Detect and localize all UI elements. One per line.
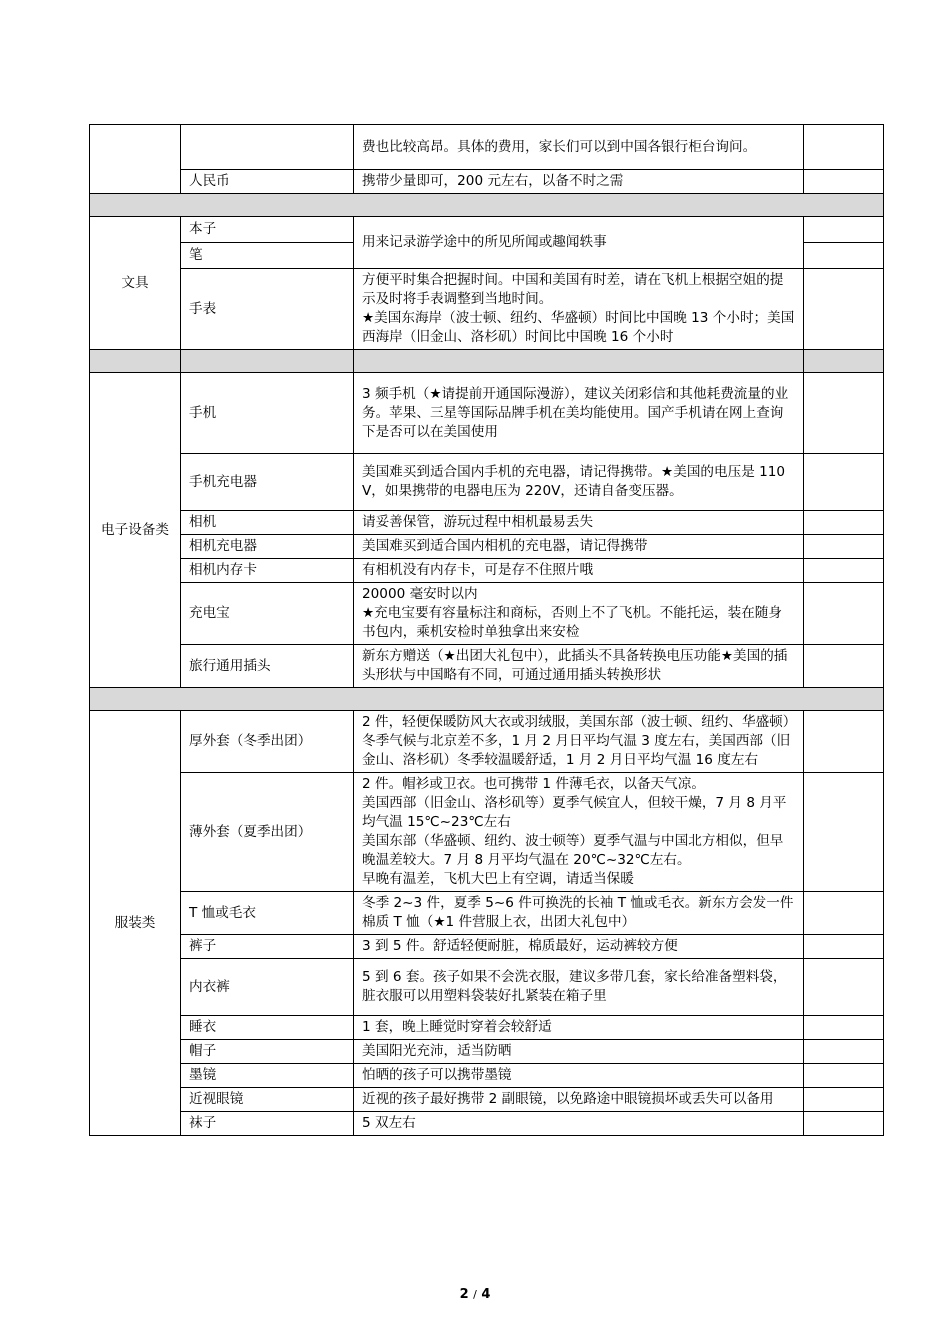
note-cell: 美国难买到适合国内相机的充电器，请记得携带 xyxy=(354,535,804,559)
item-cell: 薄外套（夏季出团） xyxy=(181,773,354,892)
note-cell: 冬季 2~3 件，夏季 5~6 件可换洗的长袖 T 恤或毛衣。新东方会发一件棉质 T 恤（★1 件营服上衣，出团大礼包中） xyxy=(354,892,804,935)
item-cell: 睡衣 xyxy=(181,1016,354,1040)
table-row xyxy=(90,170,884,194)
check-cell xyxy=(804,373,884,454)
check-cell xyxy=(804,511,884,535)
table-row xyxy=(90,935,884,959)
note-cell: 3 频手机（★请提前开通国际漫游），建议关闭彩信和其他耗费流量的业务。苹果、三星等国际品牌手机在美均能使用。国产手机请在网上查询下是否可以在美国使用 xyxy=(354,373,804,454)
item-cell: 内衣裤 xyxy=(181,959,354,1016)
note-cell: 美国阳光充沛，适当防晒 xyxy=(354,1040,804,1064)
item-cell: 手机充电器 xyxy=(181,454,354,511)
item-cell: 相机充电器 xyxy=(181,535,354,559)
check-cell xyxy=(804,269,884,350)
item-cell: 裤子 xyxy=(181,935,354,959)
note-cell: 怕晒的孩子可以携带墨镜 xyxy=(354,1064,804,1088)
item-cell: 旅行通用插头 xyxy=(181,645,354,688)
check-cell xyxy=(804,1112,884,1136)
item-cell: 笔 xyxy=(181,243,354,269)
note-line: 美国西部（旧金山、洛杉矶等）夏季气候宜人，但较干燥，7 月 8 月平均气温 15℃~23℃左右 xyxy=(362,795,787,830)
table-row xyxy=(90,1064,884,1088)
note-cell: 新东方赠送（★出团大礼包中），此插头不具备转换电压功能★美国的插头形状与中国略有不同，可通过通用插头转换形状 xyxy=(354,645,804,688)
note-cell: 请妥善保管，游玩过程中相机最易丢失 xyxy=(354,511,804,535)
item-cell: 人民币 xyxy=(181,170,354,194)
note-line: 方便平时集合把握时间。中国和美国有时差，请在飞机上根据空姐的提示及时将手表调整到当地时间。 xyxy=(362,272,784,307)
note-line: ★充电宝要有容量标注和商标，否则上不了飞机。不能托运，装在随身书包内，乘机安检时单独拿出来安检 xyxy=(362,605,782,640)
note-cell: 费也比较高昂。具体的费用，家长们可以到中国各银行柜台询问。 xyxy=(354,125,804,170)
item-cell: 厚外套（冬季出团） xyxy=(181,711,354,773)
page-separator: / xyxy=(473,1288,477,1301)
note-cell: 携带少量即可，200 元左右，以备不时之需 xyxy=(354,170,804,194)
note-cell: 5 到 6 套。孩子如果不会洗衣服，建议多带几套，家长给准备塑料袋，脏衣服可以用塑料袋装好扎紧装在箱子里 xyxy=(354,959,804,1016)
category-cell xyxy=(90,125,181,194)
check-cell xyxy=(804,1016,884,1040)
note-line: 20000 毫安时以内 xyxy=(362,586,478,602)
item-cell: 相机 xyxy=(181,511,354,535)
table-row xyxy=(90,645,884,688)
note-cell xyxy=(354,269,804,350)
check-cell xyxy=(804,773,884,892)
table-row xyxy=(90,1088,884,1112)
section-divider xyxy=(90,194,884,217)
note-cell: 用来记录游学途中的所见所闻或趣闻轶事 xyxy=(354,217,804,269)
section-divider xyxy=(90,350,181,373)
table-row xyxy=(90,959,884,1016)
note-cell: 近视的孩子最好携带 2 副眼镜，以免路途中眼镜损坏或丢失可以备用 xyxy=(354,1088,804,1112)
item-cell: 帽子 xyxy=(181,1040,354,1064)
section-divider xyxy=(354,350,804,373)
check-cell xyxy=(804,583,884,645)
note-cell: 1 套，晚上睡觉时穿着会较舒适 xyxy=(354,1016,804,1040)
table-row xyxy=(90,1016,884,1040)
check-cell xyxy=(804,1064,884,1088)
check-cell xyxy=(804,170,884,194)
section-divider xyxy=(804,350,884,373)
packing-list-table xyxy=(89,124,884,1136)
note-line: 早晚有温差，飞机大巴上有空调，请适当保暖 xyxy=(362,871,634,887)
table-row xyxy=(90,1112,884,1136)
section-divider xyxy=(90,688,884,711)
category-cell-electronics: 电子设备类 xyxy=(90,373,181,688)
table-row xyxy=(90,773,884,892)
check-cell xyxy=(804,535,884,559)
note-cell: 有相机没有内存卡，可是存不住照片哦 xyxy=(354,559,804,583)
check-cell xyxy=(804,454,884,511)
table-row xyxy=(90,1040,884,1064)
check-cell xyxy=(804,559,884,583)
table-row xyxy=(90,269,884,350)
item-cell: 本子 xyxy=(181,217,354,243)
section-divider-row xyxy=(90,688,884,711)
check-cell xyxy=(804,243,884,269)
note-cell: 2 件，轻便保暖防风大衣或羽绒服，美国东部（波士顿、纽约、华盛顿）冬季气候与北京差不多，1 月 2 月日平均气温 3 度左右，美国西部（旧金山、洛杉矶）冬季较温暖舒适，1 月 2 月日平均气温 16 度左右 xyxy=(354,711,804,773)
table-row xyxy=(90,454,884,511)
category-cell-stationery: 文具 xyxy=(90,217,181,350)
table-row xyxy=(90,559,884,583)
table-row xyxy=(90,892,884,935)
note-cell: 3 到 5 件。舒适轻便耐脏，棉质最好，运动裤较方便 xyxy=(354,935,804,959)
table-row xyxy=(90,125,884,170)
section-divider xyxy=(181,350,354,373)
check-cell xyxy=(804,1040,884,1064)
total-pages: 4 xyxy=(481,1287,491,1302)
table-row xyxy=(90,535,884,559)
note-cell xyxy=(354,773,804,892)
table-row xyxy=(90,511,884,535)
current-page: 2 xyxy=(459,1287,469,1302)
check-cell xyxy=(804,125,884,170)
note-line: 2 件。帽衫或卫衣。也可携带 1 件薄毛衣，以备天气凉。 xyxy=(362,776,705,792)
table-row xyxy=(90,373,884,454)
item-cell: 充电宝 xyxy=(181,583,354,645)
item-cell: 相机内存卡 xyxy=(181,559,354,583)
item-cell: T 恤或毛衣 xyxy=(181,892,354,935)
item-cell: 袜子 xyxy=(181,1112,354,1136)
note-cell: 5 双左右 xyxy=(354,1112,804,1136)
check-cell xyxy=(804,1088,884,1112)
note-cell xyxy=(354,583,804,645)
section-divider-row xyxy=(90,350,884,373)
page-number xyxy=(0,1287,950,1302)
check-cell xyxy=(804,711,884,773)
note-line: 美国东部（华盛顿、纽约、波士顿等）夏季气温与中国北方相似，但早晚温差较大。7 月 8 月平均气温在 20℃~32℃左右。 xyxy=(362,833,784,868)
note-line: ★美国东海岸（波士顿、纽约、华盛顿）时间比中国晚 13 个小时；美国西海岸（旧金山、洛杉矶）时间比中国晚 16 个小时 xyxy=(362,310,795,345)
item-cell: 墨镜 xyxy=(181,1064,354,1088)
item-cell: 近视眼镜 xyxy=(181,1088,354,1112)
item-cell xyxy=(181,125,354,170)
section-divider-row xyxy=(90,194,884,217)
category-cell-clothing: 服装类 xyxy=(90,711,181,1136)
item-cell: 手表 xyxy=(181,269,354,350)
table-row xyxy=(90,217,884,243)
check-cell xyxy=(804,892,884,935)
item-cell: 手机 xyxy=(181,373,354,454)
check-cell xyxy=(804,217,884,243)
check-cell xyxy=(804,935,884,959)
check-cell xyxy=(804,959,884,1016)
table-row xyxy=(90,583,884,645)
note-cell: 美国难买到适合国内手机的充电器，请记得携带。★美国的电压是 110V，如果携带的电器电压为 220V，还请自备变压器。 xyxy=(354,454,804,511)
table-row xyxy=(90,711,884,773)
check-cell xyxy=(804,645,884,688)
